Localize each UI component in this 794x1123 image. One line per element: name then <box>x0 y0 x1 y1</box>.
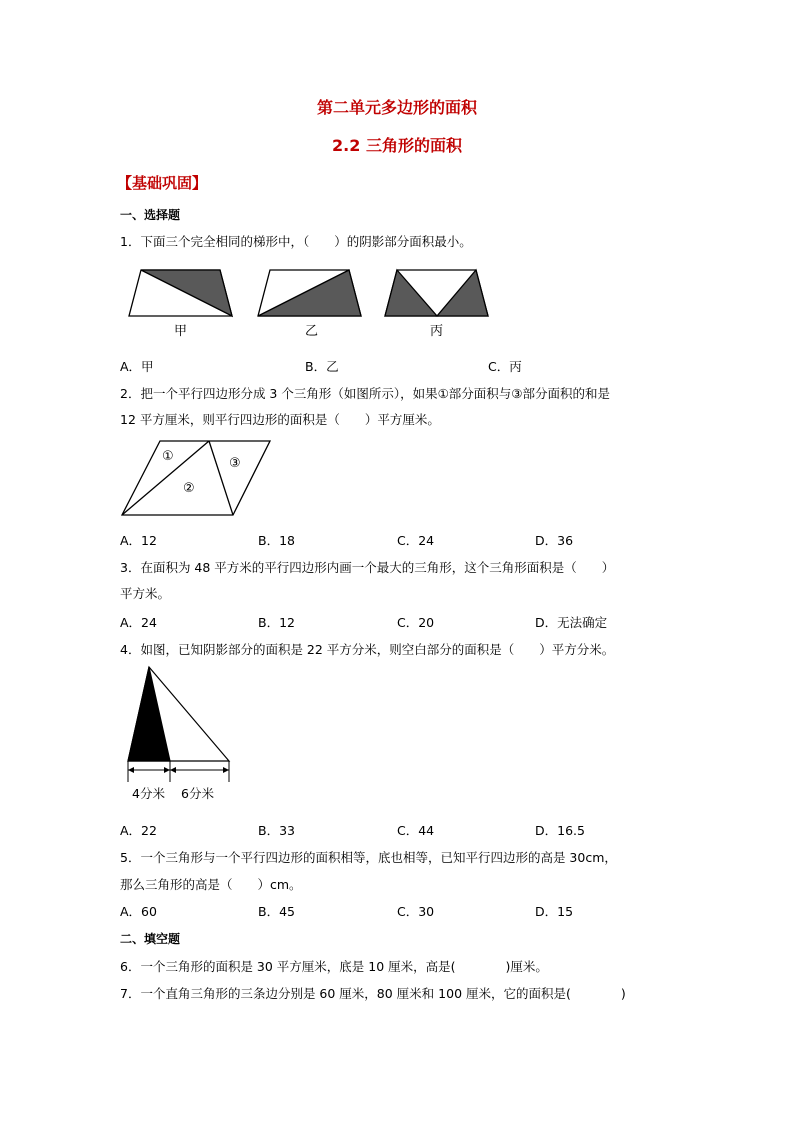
q2-line2: 12 平方厘米，则平行四边形的面积是（ ）平方厘米。 <box>120 412 440 427</box>
q4-dim-4dm: 4分米 <box>132 786 165 801</box>
q7-text: 7．一个直角三角形的三条边分别是 60 厘米，80 厘米和 100 厘米，它的面积是( ) <box>120 986 626 1001</box>
q2-region-3: ③ <box>229 456 241 471</box>
section-label: 【基础巩固】 <box>117 174 208 192</box>
q2-line1: 2．把一个平行四边形分成 3 个三角形（如图所示），如果①部分面积与③部分面积的和是 <box>120 386 611 401</box>
q3-option-d[interactable]: D．无法确定 <box>535 615 608 630</box>
q5-line2: 那么三角形的高是（ ）cm。 <box>120 877 302 892</box>
q5-option-a[interactable]: A．60 <box>120 904 157 919</box>
q5-option-d[interactable]: D．15 <box>535 904 574 919</box>
q1-label-bing: 丙 <box>430 324 444 339</box>
q5-option-c[interactable]: C．30 <box>397 904 435 919</box>
q2-option-c[interactable]: C．24 <box>397 533 435 548</box>
part1-heading: 一、选择题 <box>120 208 181 222</box>
q1-option-a[interactable]: A．甲 <box>120 359 154 374</box>
q3-option-a[interactable]: A．24 <box>120 615 157 630</box>
q2-option-a[interactable]: A．12 <box>120 533 157 548</box>
q4-option-b[interactable]: B．33 <box>258 823 295 838</box>
q1-text: 1．下面三个完全相同的梯形中，（ ）的阴影部分面积最小。 <box>120 234 472 249</box>
unit-title: 第二单元多边形的面积 <box>316 98 477 117</box>
q2-region-1: ① <box>162 449 174 464</box>
q4-option-d[interactable]: D．16.5 <box>535 823 585 838</box>
q4-dim-6dm: 6分米 <box>181 786 214 801</box>
q5-option-b[interactable]: B．45 <box>258 904 295 919</box>
q1-option-b[interactable]: B．乙 <box>305 359 339 374</box>
q1-label-jia: 甲 <box>174 324 188 339</box>
q2-region-2: ② <box>183 481 195 496</box>
q1-option-c[interactable]: C．丙 <box>488 359 522 374</box>
q2-option-d[interactable]: D．36 <box>535 533 574 548</box>
q5-line1: 5．一个三角形与一个平行四边形的面积相等，底也相等，已知平行四边形的高是 30cm， <box>120 850 617 865</box>
lesson-title: 2.2 三角形的面积 <box>332 136 462 155</box>
q3-line1: 3．在面积为 48 平方米的平行四边形内画一个最大的三角形，这个三角形面积是（ ） <box>120 560 615 575</box>
part2-heading: 二、填空题 <box>120 932 181 946</box>
q2-option-b[interactable]: B．18 <box>258 533 295 548</box>
q4-option-c[interactable]: C．44 <box>397 823 435 838</box>
q1-label-yi: 乙 <box>305 324 319 339</box>
q3-line2: 平方米。 <box>120 586 171 601</box>
q6-text: 6．一个三角形的面积是 30 平方厘米，底是 10 厘米，高是( )厘米。 <box>120 959 548 974</box>
q4-text: 4．如图，已知阴影部分的面积是 22 平方分米，则空白部分的面积是（ ）平方分米。 <box>120 642 615 657</box>
q3-option-b[interactable]: B．12 <box>258 615 295 630</box>
q4-option-a[interactable]: A．22 <box>120 823 157 838</box>
q3-option-c[interactable]: C．20 <box>397 615 435 630</box>
